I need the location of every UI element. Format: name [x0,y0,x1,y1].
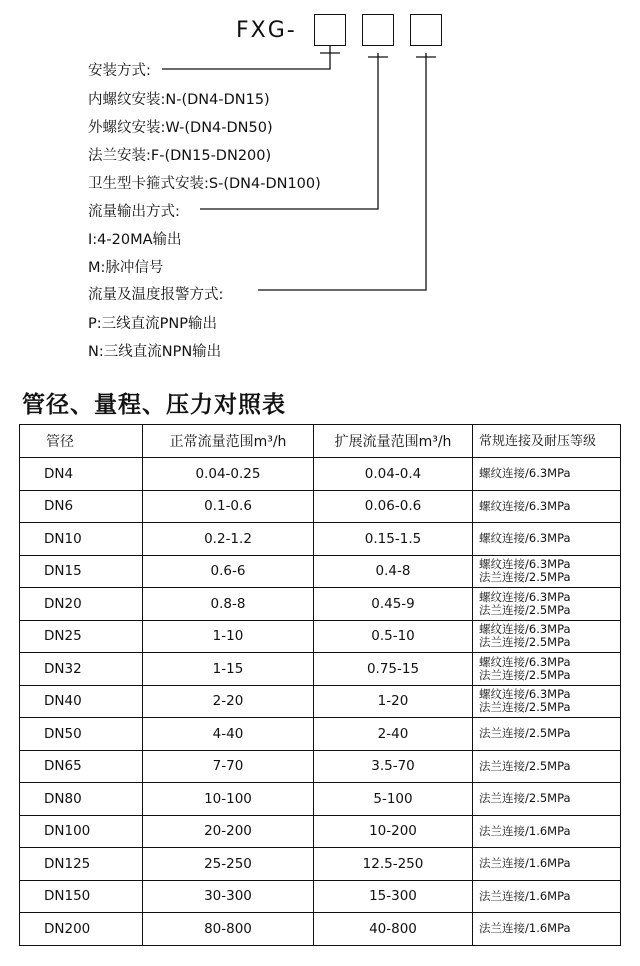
cell-normal-range: 0.1-0.6 [143,490,314,523]
cell-normal-range: 0.04-0.25 [143,458,314,491]
connection-line-1: 螺纹连接/6.3MPa [479,498,571,513]
cell-normal-range: 1-15 [143,653,314,686]
table-row [20,620,621,653]
model-code-diagram [0,0,640,380]
table-row [20,880,621,913]
connection-line-1: 螺纹连接/6.3MPa [479,557,571,572]
option-install-method: 安装方式: [88,63,151,79]
connection-line-1: 法兰连接/1.6MPa [479,888,571,903]
table-row [20,750,621,783]
cell-extended-range: 1-20 [314,685,473,718]
connection-line-2: 法兰连接/2.5MPa [479,667,571,682]
cell-pipe-size: DN150 [20,880,143,913]
model-dash: - [286,18,297,43]
cell-connection-pressure [473,490,621,523]
table-row [20,458,621,491]
cell-pipe-size: DN100 [20,815,143,848]
cell-extended-range: 0.75-15 [314,653,473,686]
option-internal-thread: 内螺纹安装:N-(DN4-DN15) [88,92,270,108]
option-output-method: 流量输出方式: [88,204,180,220]
table-row [20,913,621,946]
cell-pipe-size: DN50 [20,718,143,751]
option-sanitary-clamp: 卫生型卡箍式安装:S-(DN4-DN100) [88,176,321,192]
connection-line-2: 法兰连接/2.5MPa [479,635,571,650]
option-output-current: I:4-20MA输出 [88,232,182,248]
option-external-thread: 外螺纹安装:W-(DN4-DN50) [88,120,273,136]
cell-pipe-size: DN125 [20,848,143,881]
cell-connection-pressure [473,588,621,621]
cell-connection-pressure [473,523,621,556]
cell-extended-range: 0.04-0.4 [314,458,473,491]
cell-connection-pressure [473,555,621,588]
cell-extended-range: 0.15-1.5 [314,523,473,556]
cell-extended-range: 0.45-9 [314,588,473,621]
cell-connection-pressure [473,815,621,848]
cell-normal-range: 0.8-8 [143,588,314,621]
connection-line-2: 法兰连接/2.5MPa [479,602,571,617]
cell-normal-range: 2-20 [143,685,314,718]
table-row [20,685,621,718]
table-row [20,490,621,523]
cell-normal-range: 20-200 [143,815,314,848]
connection-line-1: 螺纹连接/6.3MPa [479,589,571,604]
connector-install [162,46,330,69]
cell-pipe-size: DN6 [20,490,143,523]
cell-extended-range: 5-100 [314,783,473,816]
header-normal-range: 正常流量范围m³/h [143,425,314,458]
cell-normal-range: 1-10 [143,620,314,653]
cell-extended-range: 0.5-10 [314,620,473,653]
cell-connection-pressure [473,880,621,913]
model-prefix: FXG- [236,18,297,43]
header-connection-pressure: 常规连接及耐压等级 [473,425,621,458]
connection-line-2: 法兰连接/2.5MPa [479,570,571,585]
cell-normal-range: 30-300 [143,880,314,913]
option-alarm-pnp: P:三线直流PNP输出 [88,316,217,332]
connection-line-1: 法兰连接/2.5MPa [479,758,571,773]
connection-line-1: 法兰连接/2.5MPa [479,791,571,806]
cell-connection-pressure [473,848,621,881]
cell-pipe-size: DN80 [20,783,143,816]
cell-normal-range: 0.6-6 [143,555,314,588]
cell-connection-pressure [473,685,621,718]
cell-extended-range: 2-40 [314,718,473,751]
cell-normal-range: 10-100 [143,783,314,816]
cell-pipe-size: DN15 [20,555,143,588]
connection-line-1: 螺纹连接/6.3MPa [479,622,571,637]
connection-line-1: 螺纹连接/6.3MPa [479,687,571,702]
table-row [20,815,621,848]
cell-connection-pressure [473,718,621,751]
connection-line-1: 法兰连接/1.6MPa [479,823,571,838]
cell-pipe-size: DN32 [20,653,143,686]
cell-normal-range: 7-70 [143,750,314,783]
cell-normal-range: 80-800 [143,913,314,946]
table-row [20,718,621,751]
table-row [20,555,621,588]
table-body [20,458,621,946]
cell-pipe-size: DN25 [20,620,143,653]
cell-normal-range: 4-40 [143,718,314,751]
cell-normal-range: 0.2-1.2 [143,523,314,556]
table-row [20,523,621,556]
cell-extended-range: 10-200 [314,815,473,848]
table-row [20,783,621,816]
table-row [20,848,621,881]
option-output-pulse: M:脉冲信号 [88,260,164,276]
cell-connection-pressure [473,750,621,783]
cell-connection-pressure [473,913,621,946]
option-flange: 法兰安装:F-(DN15-DN200) [88,148,272,164]
table-header-row [20,425,621,458]
cell-extended-range: 40-800 [314,913,473,946]
cell-extended-range: 12.5-250 [314,848,473,881]
spec-table [19,424,621,946]
connection-line-1: 法兰连接/1.6MPa [479,856,571,871]
table-row [20,588,621,621]
connection-line-2: 法兰连接/2.5MPa [479,700,571,715]
cell-pipe-size: DN40 [20,685,143,718]
cell-extended-range: 15-300 [314,880,473,913]
option-alarm-method: 流量及温度报警方式: [88,287,224,303]
cell-pipe-size: DN200 [20,913,143,946]
cell-connection-pressure [473,653,621,686]
cell-extended-range: 0.06-0.6 [314,490,473,523]
header-extended-range: 扩展流量范围m³/h [314,425,473,458]
connection-line-1: 螺纹连接/6.3MPa [479,466,571,481]
connection-line-1: 法兰连接/1.6MPa [479,921,571,936]
cell-connection-pressure [473,783,621,816]
connection-line-1: 螺纹连接/6.3MPa [479,531,571,546]
cell-normal-range: 25-250 [143,848,314,881]
cell-pipe-size: DN65 [20,750,143,783]
cell-connection-pressure [473,620,621,653]
table-title: 管径、量程、压力对照表 [22,392,286,418]
cell-connection-pressure [473,458,621,491]
cell-extended-range: 0.4-8 [314,555,473,588]
connection-line-1: 法兰连接/2.5MPa [479,726,571,741]
connection-line-1: 螺纹连接/6.3MPa [479,654,571,669]
cell-extended-range: 3.5-70 [314,750,473,783]
header-pipe-size: 管径 [20,425,143,458]
cell-pipe-size: DN4 [20,458,143,491]
option-alarm-npn: N:三线直流NPN输出 [88,344,222,360]
cell-pipe-size: DN20 [20,588,143,621]
cell-pipe-size: DN10 [20,523,143,556]
table-row [20,653,621,686]
